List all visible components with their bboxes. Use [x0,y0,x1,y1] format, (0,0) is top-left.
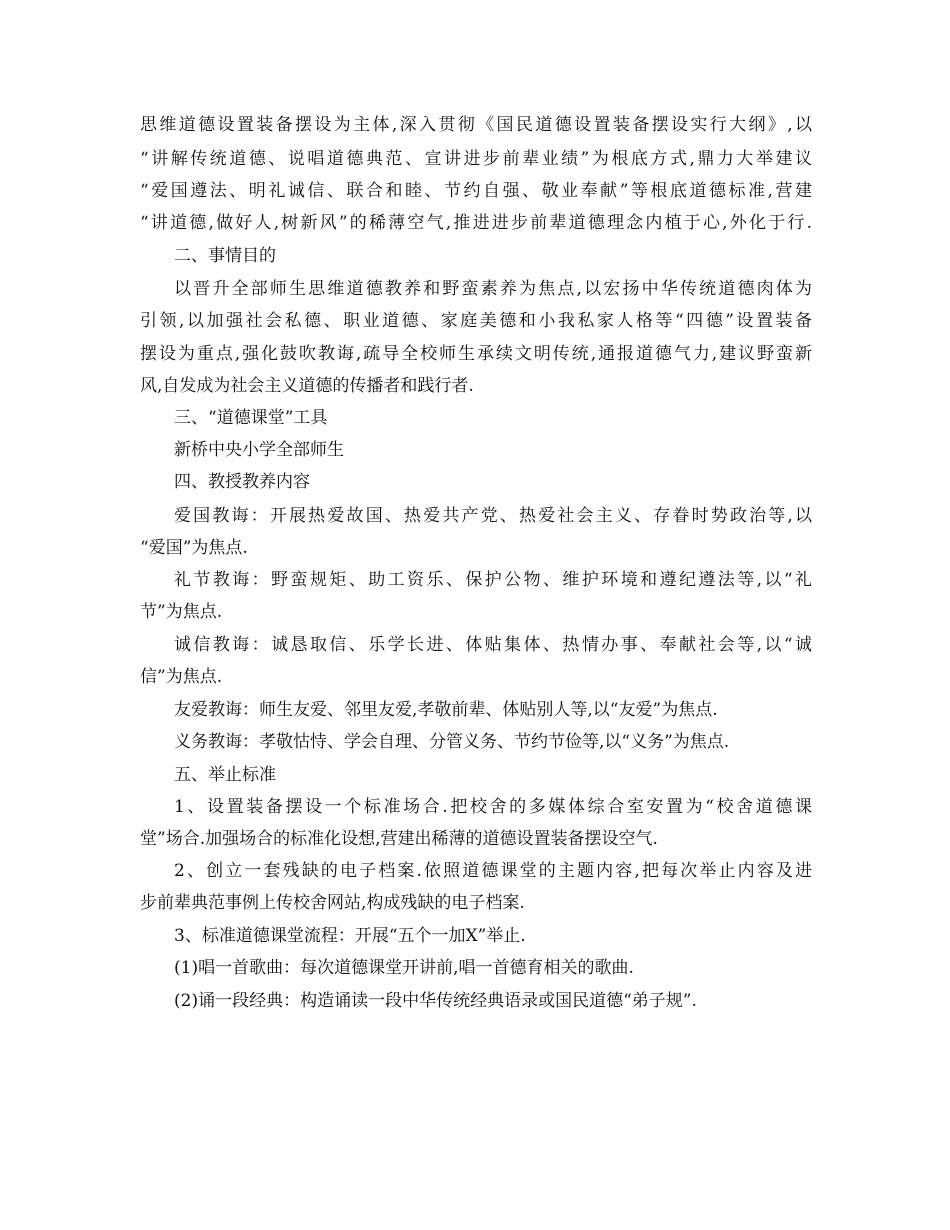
text-line: 以晋升全部师生思维道德教养和野蛮素养为焦点,以宏扬中华传统道德肉体为 [174,279,812,299]
text-line: 爱国教诲：开展热爱故国、热爱共产党、热爱社会主义、存眷时势政治等,以 [174,506,812,526]
text-line: “爱国”为焦点. [140,538,248,558]
text-line: (2)诵一段经典：构造诵读一段中华传统经典语录或国民道德“弟子规”. [174,991,697,1011]
text-line: 风,自发成为社会主义道德的传播者和践行者. [140,376,474,396]
text-line: 友爱教诲：师生友爱、邻里友爱,孝敬前辈、体贴别人等,以“友爱”为焦点. [174,700,718,720]
text-line: 新桥中央小学全部师生 [174,440,344,460]
text-line: 摆设为重点,强化鼓吹教诲,疏导全校师生承续文明传统,通报道德气力,建议野蛮新 [140,344,812,364]
text-line: 三、“道德课堂”工具 [174,408,328,428]
text-line: “讲解传统道德、说唱道德典范、宣讲进步前辈业绩”为根底方式,鼎力大举建议 [140,149,812,169]
text-line: 四、教授教养内容 [174,472,310,492]
text-line: 礼节教诲：野蛮规矩、助工资乐、保护公物、维护环境和遵纪遵法等,以“礼 [174,570,812,590]
text-line: 1、设置装备摆设一个标准场合.把校舍的多媒体综合室安置为“校舍道德课 [174,797,812,817]
text-line: 节”为焦点. [140,602,223,622]
text-line: 信”为焦点. [140,667,223,687]
text-line: 五、举止标准 [174,765,276,785]
text-line: “讲道德,做好人,树新风”的稀薄空气,推进进步前辈道德理念内植于心,外化于行. [140,213,812,233]
text-line: 二、事情目的 [174,246,276,266]
text-line: 堂”场合.加强场合的标准化设想,营建出稀薄的道德设置装备摆设空气. [140,829,658,849]
text-line: 思维道德设置装备摆设为主体,深入贯彻《国民道德设置装备摆设实行大纲》,以 [140,115,812,135]
text-line: 诚信教诲：诚恳取信、乐学长进、体贴集体、热情办事、奉献社会等,以“诚 [174,635,812,655]
text-line: 义务教诲：孝敬怙恃、学会自理、分管义务、节约节俭等,以“义务”为焦点. [174,732,730,752]
text-line: 引领,以加强社会私德、职业道德、家庭美德和小我私家人格等“四德”设置装备 [140,311,812,331]
text-line: 2、创立一套残缺的电子档案.依照道德课堂的主题内容,把每次举止内容及进 [174,861,812,881]
text-line: 3、标准道德课堂流程：开展“五个一加X”举止. [174,926,526,946]
text-line: “爱国遵法、明礼诚信、联合和睦、节约自强、敬业奉献”等根底道德标准,营建 [140,181,812,201]
text-line: 步前辈典范事例上传校舍网站,构成残缺的电子档案. [140,893,525,913]
text-line: (1)唱一首歌曲：每次道德课堂开讲前,唱一首德育相关的歌曲. [174,958,634,978]
